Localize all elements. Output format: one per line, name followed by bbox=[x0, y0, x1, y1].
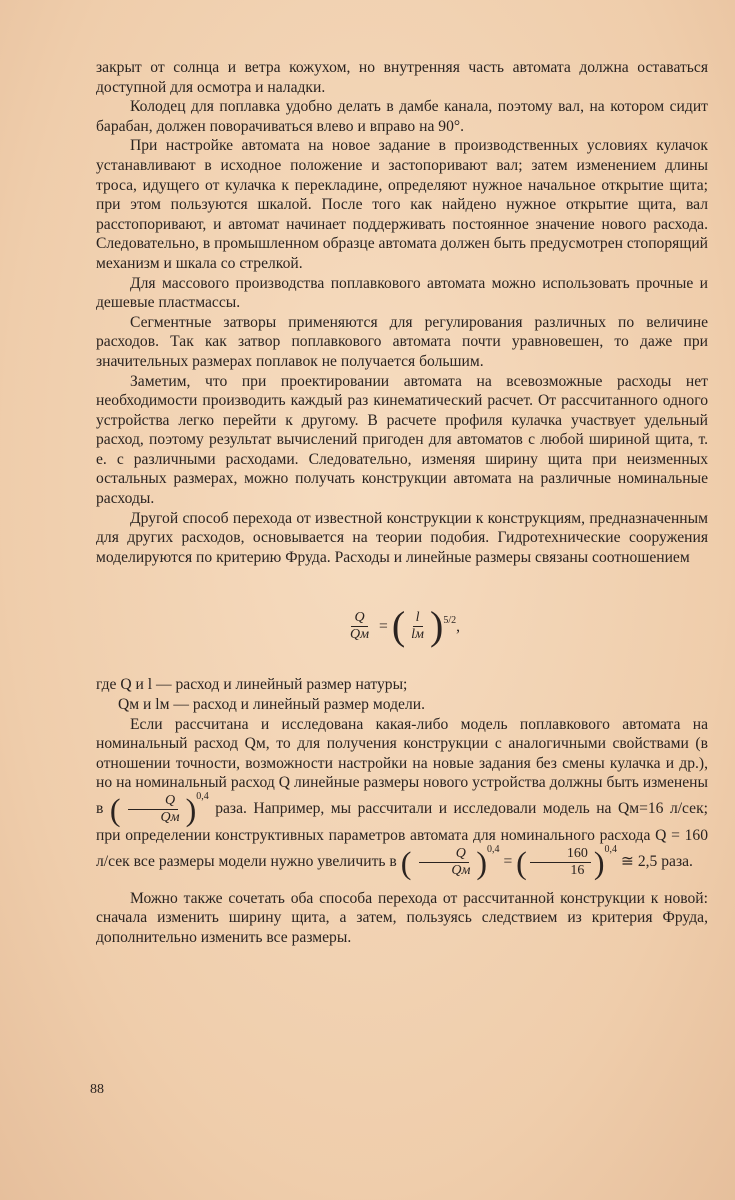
formula-lhs-fraction bbox=[347, 610, 372, 643]
paragraph-8 bbox=[96, 715, 708, 879]
ratio-a-q: Q bbox=[128, 793, 178, 810]
formula-l: l bbox=[413, 610, 423, 627]
ratio-c-den: 16 bbox=[570, 862, 585, 878]
formula-right-paren: ) bbox=[429, 603, 444, 649]
ratio-c-right-paren: ) bbox=[593, 844, 605, 881]
ratio-b-qm: Qм bbox=[451, 862, 471, 878]
formula-equals: = bbox=[379, 617, 388, 635]
ratio-b-right-paren: ) bbox=[476, 844, 488, 881]
paragraph-8-text-c: ≅ 2,5 раза. bbox=[620, 852, 693, 870]
formula-comma: , bbox=[456, 617, 460, 635]
ratio-b-exponent: 0,4 bbox=[487, 843, 500, 855]
ratio-c-left-paren: ( bbox=[516, 844, 527, 881]
ratio-a-exponent: 0,4 bbox=[196, 791, 209, 802]
paragraph-9: Можно также сочетать оба способа перехода от рассчитанной конструкции к новой: сначала изменить ширину щита, а затем, пользуясь следствием из критерия Фруда, дополнительно изменить все размеры. bbox=[96, 889, 708, 946]
paragraph-6: Заметим, что при проектировании автомата на всевозможные расходы нет необходимости производить каждый раз кинематический расчет. От рассчитанного одного устройства легко перейти к другому. В расчете профиля кулачка участвует удельный расход, поэтому результат вычислений пригоден для автоматов с любой шириной щита, т. е. с различными расходами. Следовательно, изменяя ширину щита при неизменных остальных размерах, можно получать конструкции автомата на различные номинальные расходы. bbox=[96, 372, 708, 508]
page-text bbox=[96, 58, 708, 947]
ratio-b-fraction bbox=[414, 846, 473, 879]
paragraph-5: Сегментные затворы применяются для регулирования различных по величине расходов. Так как затвор поплавкового автомата почти уравновешен, то даже при значительных размерах поплавок не получается большим. bbox=[96, 313, 708, 370]
ratio-a-fraction bbox=[124, 793, 183, 826]
paragraph-8-text-b: раза. Например, мы рассчитали и исследовали модель на Qм=16 л/сек; при определении конструктивных параметров автомата для номинального расхода Q = 160 л/сек все размеры модели нужно увеличить в bbox=[96, 800, 709, 870]
formula-q: Q bbox=[351, 610, 367, 627]
ratio-c-exponent: 0,4 bbox=[604, 843, 617, 855]
ratio-b-left-paren: ( bbox=[400, 844, 412, 881]
ratio-a-right-paren: ) bbox=[185, 791, 197, 828]
ratio-a-qm: Qм bbox=[160, 810, 180, 825]
froude-formula bbox=[96, 587, 708, 665]
formula-rhs-fraction bbox=[408, 610, 427, 643]
paragraph-3: При настройке автомата на новое задание в производственных условиях кулачок устанавливают в исходное положение и застопоривают вал; затем изменением длины троса, идущего от кулачка к перекладине, определяют нужное начальное открытие щита; при этом пользуются шкалой. После того как найдено нужное открытие щита, вал расстопоривают, и автомат начинает поддерживать постоянное значение нового расхода. Следовательно, в промышленном образце автомата должен быть предусмотрен стопорящий механизм и шкала со стрелкой. bbox=[96, 137, 709, 272]
paragraph-7: Другой способ перехода от известной конструкции к конструкциям, предназначенным для других расходов, основывается на теории подобия. Гидротехнические сооружения моделируются по критерию Фруда. Расходы и линейные размеры связаны соотношением bbox=[96, 509, 708, 566]
ratio-b-equals: = bbox=[503, 852, 513, 870]
ratio-c-fraction bbox=[530, 846, 591, 879]
formula-qm: Qм bbox=[349, 626, 370, 642]
definition-nature: где Q и l — расход и линейный размер натуры; bbox=[96, 676, 408, 694]
formula-exponent: 5/2 bbox=[443, 614, 457, 626]
formula-left-paren: ( bbox=[391, 603, 406, 649]
ratio-b-q: Q bbox=[419, 846, 469, 863]
formula-lm: lм bbox=[411, 626, 424, 642]
ratio-c-num: 160 bbox=[530, 846, 591, 863]
paragraph-8-text-a: Если рассчитана и исследована какая-либо модель поплавкового автомата на номинальный расход Qм, то для получения конструкции с аналогичными свойствами (в отношении точности, возможности настройки на новые задания без смены кулачка и др.), но на номинальный расход Q линейные размеры нового устройства должны быть изменены в bbox=[96, 715, 708, 818]
paragraph-1: закрыт от солнца и ветра кожухом, но внутренняя часть автомата должна оставаться доступной для осмотра и наладки. bbox=[96, 59, 708, 96]
paragraph-4: Для массового производства поплавкового автомата можно использовать прочные и дешевые пластмассы. bbox=[96, 274, 708, 312]
paragraph-2: Колодец для поплавка удобно делать в дамбе канала, поэтому вал, на котором сидит барабан, должен поворачиваться влево и вправо на 90°. bbox=[96, 98, 708, 135]
definition-model: Qм и lм — расход и линейный размер модели. bbox=[118, 696, 425, 714]
ratio-a-left-paren: ( bbox=[109, 791, 121, 828]
page-number: 88 bbox=[90, 1082, 104, 1097]
